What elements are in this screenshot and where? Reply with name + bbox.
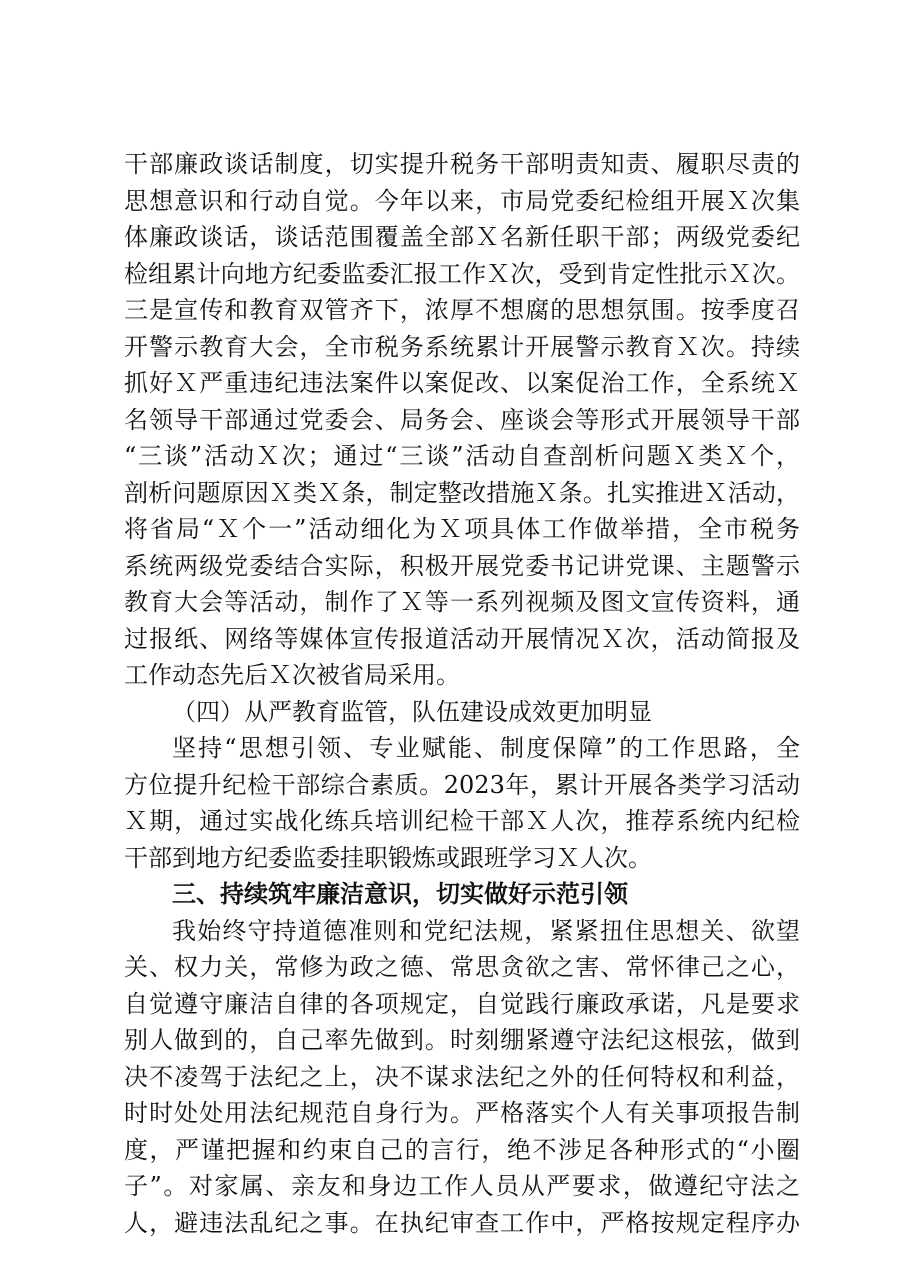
paragraph-line: 剖析问题原因Ｘ类Ｘ条，制定整改措施Ｘ条。扎实推进Ｘ活动， [124, 478, 800, 507]
paragraph-line: 名领导干部通过党委会、局务会、座谈会等形式开展领导干部 [124, 405, 800, 434]
paragraph-line: 开警示教育大会，全市税务系统累计开展警示教育Ｘ次。持续 [124, 332, 800, 361]
paragraph-line: 干部廉政谈话制度，切实提升税务干部明责知责、履职尽责的 [124, 150, 800, 178]
paragraph-line: 人，避违法乱纪之事。在执纪审查工作中，严格按规定程序办 [124, 1208, 800, 1237]
paragraph-line: 我始终守持道德准则和党纪法规，紧紧扭住思想关、欲望 [172, 916, 800, 945]
paragraph-line: 决不凌驾于法纪之上，决不谋求法纪之外的任何特权和利益， [124, 1062, 800, 1091]
section-heading: 三、持续筑牢廉洁意识，切实做好示范引领 [172, 880, 628, 908]
paragraph-line: Ｘ期，通过实战化练兵培训纪检干部Ｘ人次，推荐系统内纪检 [124, 807, 800, 835]
paragraph-line: 思想意识和行动自觉。今年以来，市局党委纪检组开展Ｘ次集 [124, 186, 800, 215]
paragraph-line: 三是宣传和教育双管齐下，浓厚不想腐的思想氛围。按季度召 [124, 296, 800, 324]
paragraph-line: 关、权力关，常修为政之德、常思贪欲之害、常怀律己之心， [124, 953, 800, 981]
paragraph-line: 教育大会等活动，制作了Ｘ等一系列视频及图文宣传资料，通 [124, 588, 800, 616]
paragraph-line: 过报纸、网络等媒体宣传报道活动开展情况Ｘ次，活动简报及 [124, 624, 800, 653]
paragraph-line: 干部到地方纪委监委挂职锻炼或跟班学习Ｘ人次。 [124, 843, 652, 872]
paragraph-line: 将省局“Ｘ个一”活动细化为Ｘ项具体工作做举措，全市税务 [124, 515, 800, 543]
paragraph-line: 体廉政谈话，谈话范围覆盖全部Ｘ名新任职干部；两级党委纪 [124, 223, 800, 251]
paragraph-line: 坚持“思想引领、专业赋能、制度保障”的工作思路，全 [172, 734, 800, 762]
paragraph-line: 系统两级党委结合实际，积极开展党委书记讲党课、主题警示 [124, 551, 800, 580]
section-subheading: （四）从严教育监管，队伍建设成效更加明显 [172, 697, 652, 726]
document-body [124, 146, 800, 1241]
paragraph-line: 方位提升纪检干部综合素质。2023年，累计开展各类学习活动 [124, 770, 800, 799]
paragraph-line: 抓好Ｘ严重违纪违法案件以案促改、以案促治工作，全系统Ｘ [124, 369, 800, 397]
paragraph-line: 子”。对家属、亲友和身边工作人员从严要求，做遵纪守法之 [124, 1172, 800, 1200]
paragraph-line: “三谈”活动Ｘ次；通过“三谈”活动自查剖析问题Ｘ类Ｘ个， [124, 442, 800, 470]
paragraph-line: 工作动态先后Ｘ次被省局采用。 [124, 661, 460, 689]
paragraph-line: 时时处处用法纪规范自身行为。严格落实个人有关事项报告制 [124, 1099, 800, 1127]
paragraph-line: 度，严谨把握和约束自己的言行，绝不涉足各种形式的“小圈 [124, 1135, 800, 1164]
paragraph-line: 自觉遵守廉洁自律的各项规定，自觉践行廉政承诺，凡是要求 [124, 989, 800, 1018]
paragraph-line: 别人做到的，自己率先做到。时刻绷紧遵守法纪这根弦，做到 [124, 1026, 800, 1054]
paragraph-line: 检组累计向地方纪委监委汇报工作Ｘ次，受到肯定性批示Ｘ次。 [124, 259, 800, 288]
